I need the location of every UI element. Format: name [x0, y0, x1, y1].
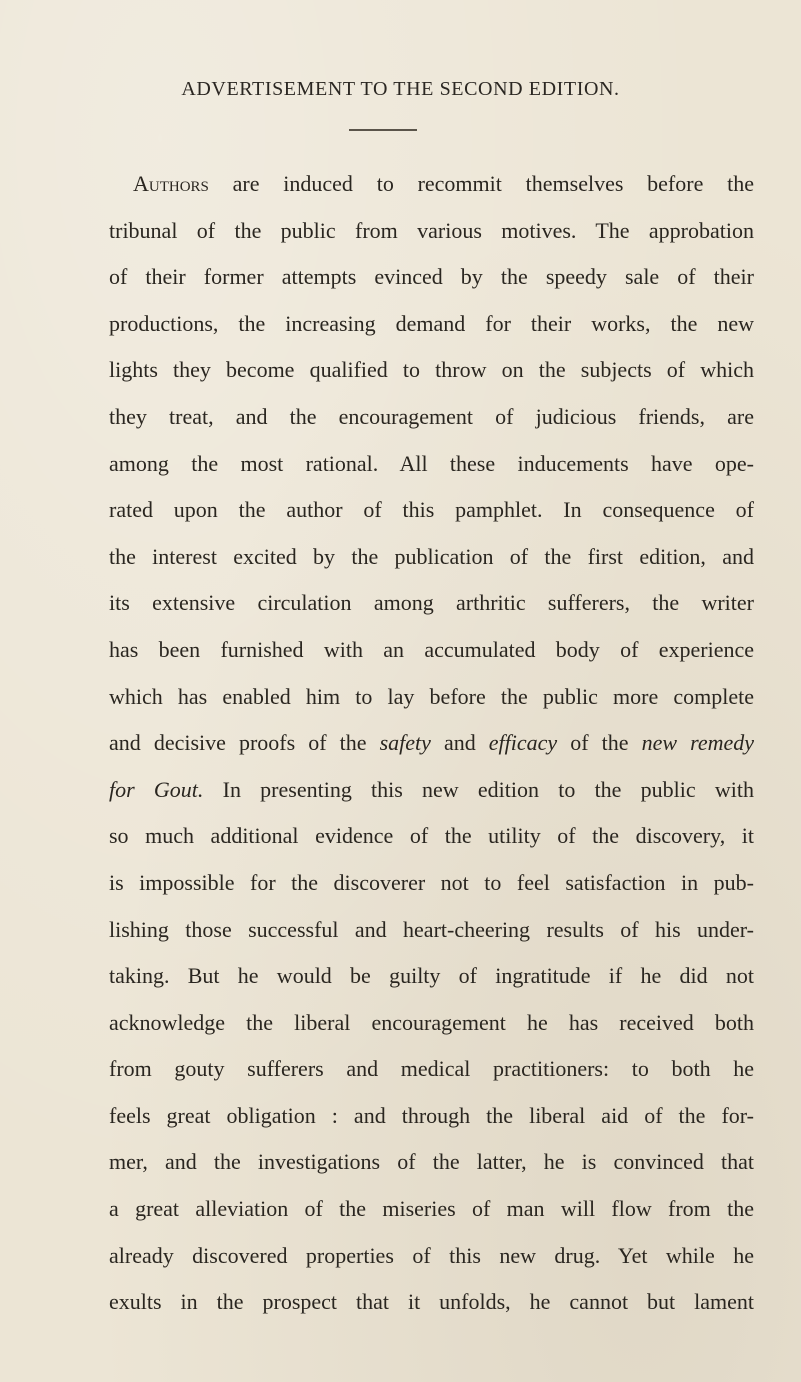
text-span: are induced to recommit themselves before the: [208, 171, 754, 196]
text-span: In presenting this new edition to the public with: [203, 776, 754, 802]
text-line: they treat, and the encouragement of judicious friends, are: [109, 403, 754, 429]
text-line: tribunal of the public from various motives. The approbation: [109, 217, 754, 243]
text-line: is impossible for the discoverer not to feel satisfaction in pub-: [109, 869, 754, 895]
text-span: of the: [557, 730, 642, 756]
text-line: has been furnished with an accumulated body of experience: [109, 636, 754, 662]
text-line: mer, and the investigations of the latter, he is convinced that: [109, 1149, 754, 1175]
text-span: and: [430, 730, 489, 756]
italic-span: new remedy: [641, 730, 755, 756]
text-line: a great alleviation of the miseries of man will flow from the: [109, 1196, 754, 1222]
text-line: which has enabled him to lay before the public more complete: [109, 683, 754, 709]
text-line: lishing those successful and heart-cheering results of his under-: [109, 916, 754, 942]
text-line: [109, 767, 754, 814]
text-line: of their former attempts evinced by the speedy sale of their: [109, 264, 754, 290]
text-line: the interest excited by the publication of the first edition, and: [109, 543, 754, 569]
text-line: [109, 720, 754, 767]
small-caps-word: Authors: [133, 171, 209, 196]
section-heading: ADVERTISEMENT TO THE SECOND EDITION.: [181, 78, 620, 100]
text-line: its extensive circulation among arthritic sufferers, the writer: [109, 590, 754, 616]
text-line: exults in the prospect that it unfolds, he cannot but lament: [109, 1289, 754, 1315]
text-line: already discovered properties of this new drug. Yet while he: [109, 1242, 754, 1268]
text-line: productions, the increasing demand for their works, the new: [109, 310, 754, 336]
text-line: among the most rational. All these inducements have ope-: [109, 450, 754, 476]
text-line: taking. But he would be guilty of ingratitude if he did not: [109, 963, 754, 989]
text-line: lights they become qualified to throw on the subjects of which: [109, 357, 754, 383]
italic-span: for Gout.: [109, 776, 204, 802]
text-line: so much additional evidence of the utility of the discovery, it: [109, 823, 754, 849]
text-line: from gouty sufferers and medical practitioners: to both he: [109, 1056, 754, 1082]
text-line: rated upon the author of this pamphlet. In consequence of: [109, 497, 754, 523]
body-text: [109, 161, 754, 1326]
text-span: and decisive proofs of the: [109, 730, 380, 756]
italic-span: efficacy: [488, 730, 558, 756]
text-line: [109, 161, 754, 208]
italic-span: safety: [379, 730, 431, 756]
decorative-rule: [349, 129, 417, 131]
text-line: feels great obligation : and through the liberal aid of the for-: [109, 1102, 754, 1128]
text-line: acknowledge the liberal encouragement he has received both: [109, 1009, 754, 1035]
